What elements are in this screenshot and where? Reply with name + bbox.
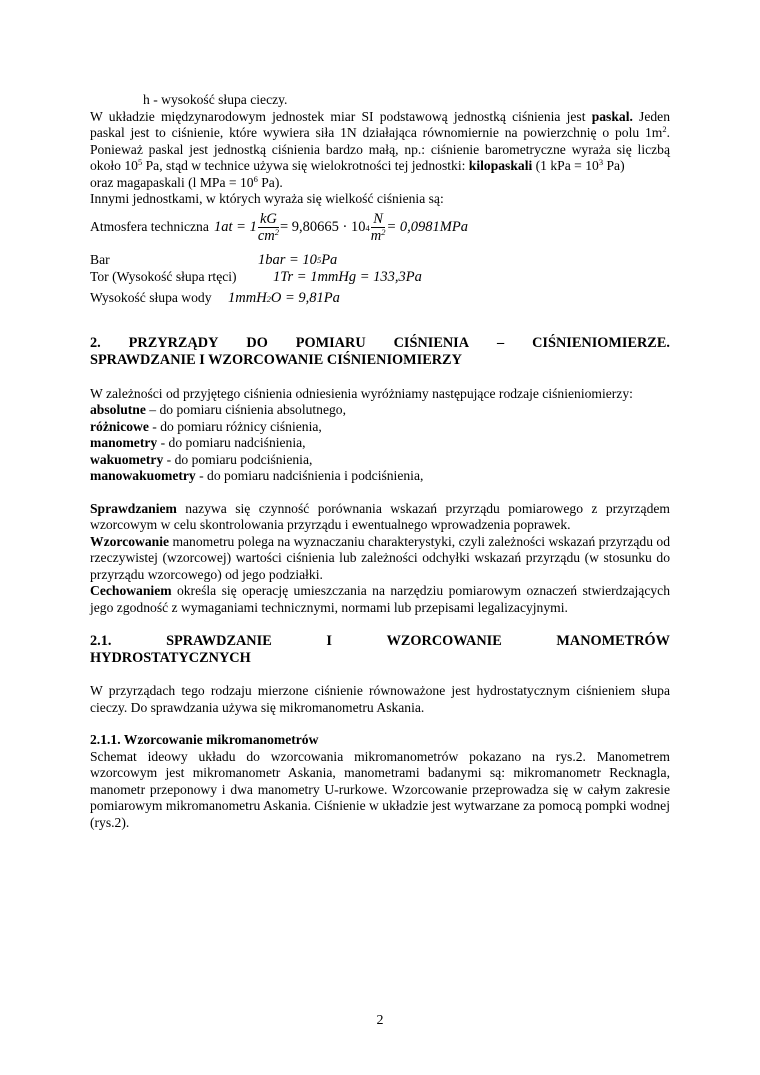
gauge-types-list (90, 386, 670, 485)
fraction-n-m2: $\frac{N}{m^2}$ (370, 211, 386, 244)
subsection-heading-2-1-1: 2.1.1. Wzorcowanie mikromanometrów (90, 732, 319, 747)
unit-label: Tor (Wysokość słupa rtęci) (90, 268, 237, 284)
hydrostatic-paragraph: W przyrządach tego rodzaju mierzone ciśnienie równoważone jest hydrostatycznym ciśnieniem słupa cieczy. Do sprawdzania używa się mikromanometru Askania. (90, 683, 670, 715)
variable-definition: h - wysokość słupa cieczy. (143, 92, 288, 107)
formula-tor: 1Tr = 1mmHg = 133,3Pa (273, 268, 422, 285)
list-item: różnicowe - do pomiaru różnicy ciśnienia, (90, 418, 322, 434)
definition-sprawdzanie: Sprawdzaniem nazywa się czynność porównania wskazań przyrządu pomiarowego z przyrządem wzorcowym w celu skontrolowania przyrządu i ewentualnego wprowadzenia poprawek. (90, 500, 670, 532)
unit-label: Wysokość słupa wody (90, 290, 212, 306)
calibration-paragraph: Schemat ideowy układu do wzorcowania mikromanometrów pokazano na rys.2. Manometrem wzorcowym jest mikromanometr Askania, manometrami badanymi są: mikromanometr Recknagla, manometr przeponowy i dwa manometry U-rurkowe. Wzorcowanie przeprowadza się w całym zakresie pomiarowym mikromanometru Askania. Ciśnienie w układzie jest wytwarzane za pomocą pompki wodnej (rys.2). (90, 748, 670, 830)
unit-label: Atmosfera techniczna (90, 219, 209, 235)
unit-label: Bar (90, 251, 110, 267)
unit-slup-wody (90, 290, 670, 308)
list-item: manometry - do pomiaru nadciśnienia, (90, 435, 306, 450)
unit-tor (90, 269, 670, 286)
heading-line-2: SPRAWDZANIE I WZORCOWANIE CIŚNIENIOMIERZY (90, 351, 462, 368)
list-item: wakuometry - do pomiaru podciśnienia, (90, 451, 313, 467)
fraction-kg-cm2: $\frac{kG}{cm^2}$ (257, 211, 279, 244)
other-units-intro: Innymi jednostkami, w których wyraża się wielkość ciśnienia są: (90, 191, 444, 206)
si-unit-paragraph-end: oraz magapaskali (l MPa = $10^6$ Pa). (90, 173, 283, 190)
section-heading-2-1 (90, 633, 670, 667)
definition-wzorcowanie: Wzorcowanie manometru polega na wyznaczaniu charakterystyki, czyli zależności wskazań przyrządu od rzeczywistej (wzorcowej) wartości ciśnienia lub zależności odchyłki wskazań przyrządu (w stosunku do przyrządu wzorcowego) od jego podziałki. (90, 533, 670, 582)
page-number: 2 (376, 1013, 384, 1028)
list-item: manowakuometry - do pomiaru nadciśnienia i podciśnienia, (90, 468, 424, 483)
section-heading-2 (90, 335, 670, 369)
unit-atmosfera-techniczna (90, 210, 670, 246)
page-content (90, 92, 670, 831)
heading-line-1: 2.1. SPRAWDZANIE I WZORCOWANIE MANOMETRÓW (90, 633, 670, 649)
heading-line-1: 2. PRZYRZĄDY DO POMIARU CIŚNIENIA – CIŚNIENIOMIERZE. (90, 334, 670, 351)
formula-water: 1mmH 2 O = 9,81Pa (228, 290, 340, 307)
definition-cechowanie: Cechowaniem określa się operację umieszczania na narzędziu pomiarowym oznaczeń stwierdzających jego zgodność z wymaganiami technicznymi, normami lub przepisami legalizacyjnymi. (90, 583, 670, 615)
gauge-types-intro: W zależności od przyjętego ciśnienia odniesienia wyróżniamy następujące rodzaje ciśnieniomierzy: (90, 385, 633, 401)
definitions (90, 501, 670, 617)
formula-at: 1at = 1 $\frac{kG}{cm^2}$ = 9,80665 · 10 4 $\frac{N}{m^2}$ = 0,0981MPa (214, 211, 468, 244)
unit-bar (90, 252, 670, 269)
formula-bar: 1bar = 10 5 Pa (258, 251, 338, 268)
si-unit-paragraph: W układzie międzynarodowym jednostek miar SI podstawową jednostką ciśnienia jest paskal. Jeden paskal jest to ciśnienie, które wywiera siła 1N działająca równomiernie na powierzchnię o polu $1m^2$. Ponieważ paskal jest jednostką ciśnienia bardzo małą, np.: ciśnienie barometryczne wyraża się liczbą około $10^5$ Pa, stąd w technice używa się wielokrotności tej jednostki: kilopaskali (1 kPa = $10^3$ Pa) (90, 108, 671, 173)
heading-line-2: HYDROSTATYCZNYCH (90, 650, 251, 666)
list-item: absolutne – do pomiaru ciśnienia absolutnego, (90, 402, 346, 417)
